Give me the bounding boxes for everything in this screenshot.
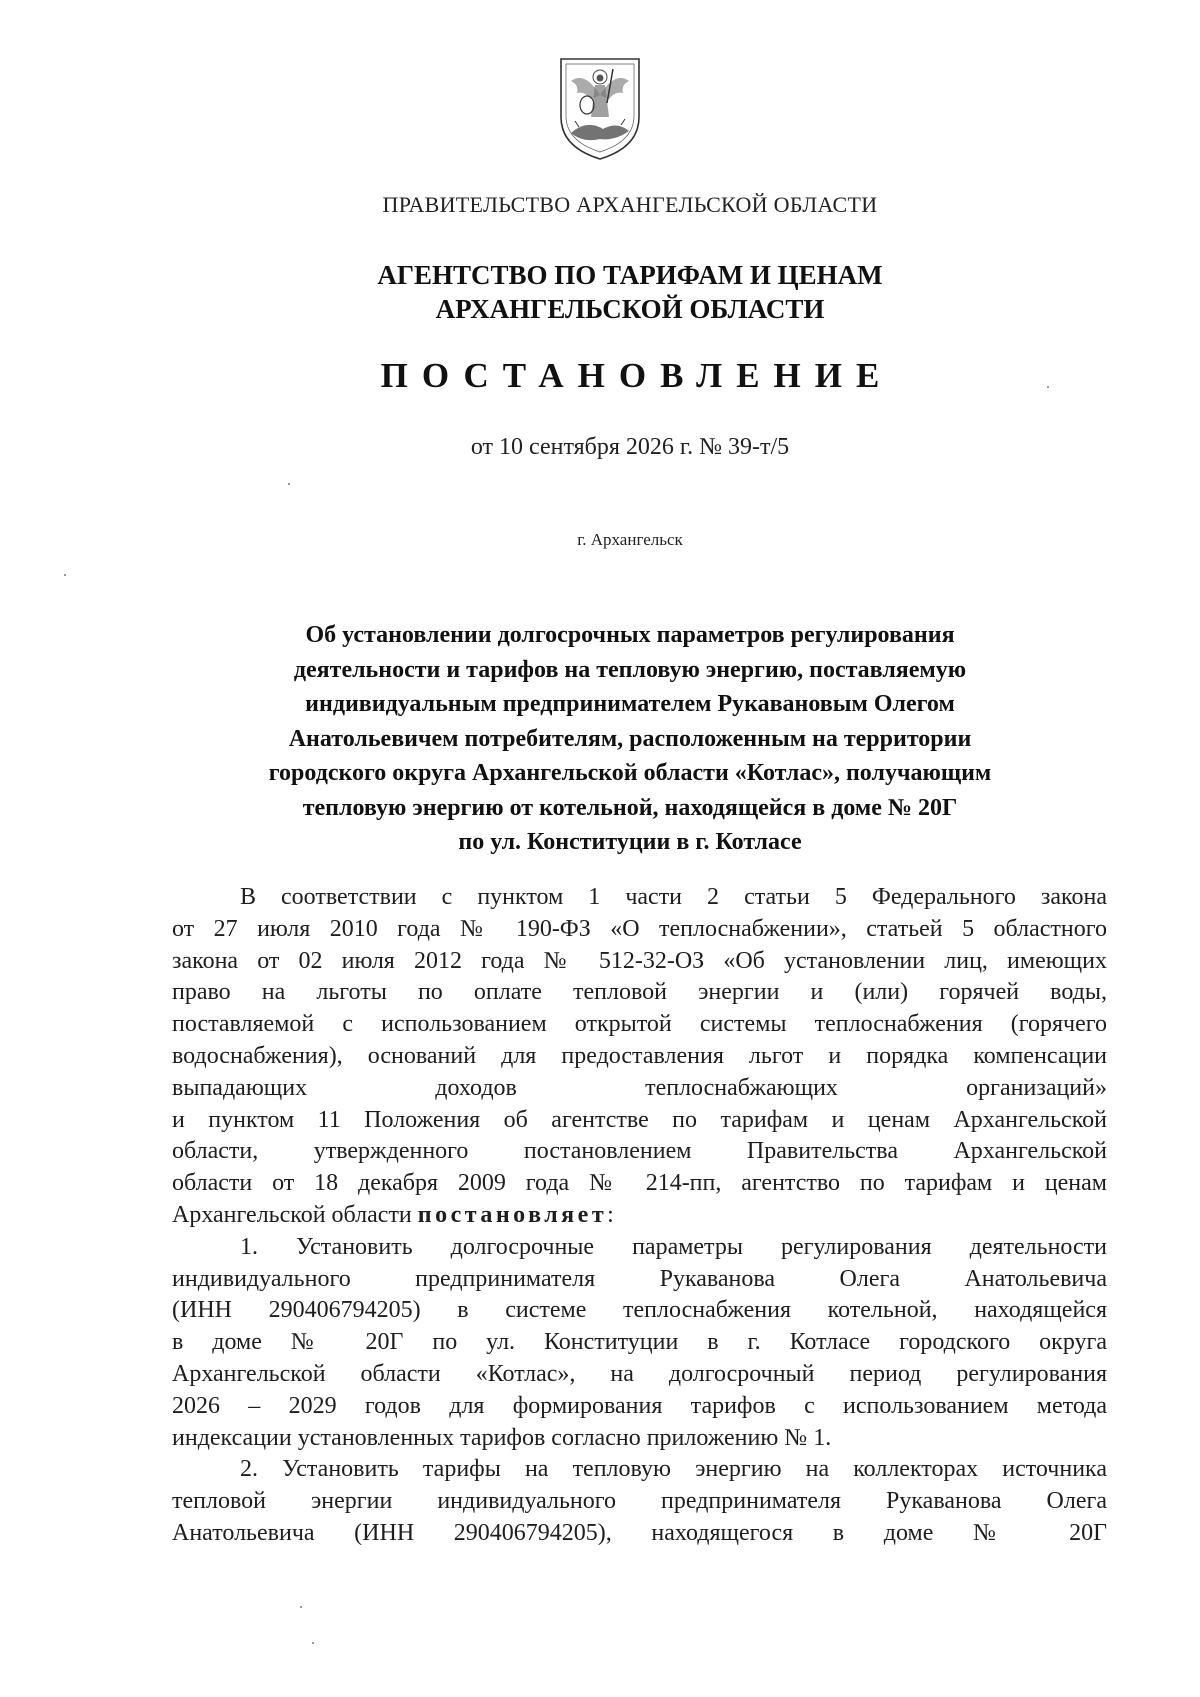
body-line: в доме № 20Г по ул. Конституции в г. Котласе городского округа bbox=[172, 1329, 1107, 1356]
body-line: от 27 июля 2010 года № 190-ФЗ «О теплоснабжении», статьей 5 областного bbox=[172, 915, 1107, 942]
title-line: тепловую энергию от котельной, находящейся в доме № 20Г bbox=[302, 794, 958, 821]
title-line: городского округа Архангельской области «Котлас», получающим bbox=[268, 760, 992, 786]
scan-speck bbox=[312, 1642, 314, 1644]
document-city: г. Архангельск bbox=[577, 530, 683, 549]
document-date-number: от 10 сентября 2026 г. № 39-т/5 bbox=[470, 434, 790, 460]
decree-colon: : bbox=[607, 1201, 614, 1228]
body-line: закона от 02 июля 2012 года № 512-32-ОЗ «Об установлении лиц, имеющих bbox=[172, 947, 1107, 974]
body-line: водоснабжения), оснований для предоставления льгот и порядка компенсации bbox=[172, 1042, 1107, 1069]
body-line: поставляемой с использованием открытой системы теплоснабжения (горячего bbox=[172, 1011, 1107, 1038]
title-line: Об установлении долгосрочных параметров регулирования bbox=[305, 622, 955, 648]
body-line: 1. Установить долгосрочные параметры регулирования деятельности bbox=[240, 1233, 1107, 1260]
agency-name bbox=[168, 258, 1092, 326]
body-line: области, утвержденного постановлением Правительства Архангельской bbox=[172, 1138, 1107, 1165]
title-line: по ул. Конституции в г. Котласе bbox=[458, 829, 802, 855]
body-line: В соответствии с пунктом 1 части 2 статьи 5 Федерального закона bbox=[240, 884, 1107, 910]
body-line: индивидуального предпринимателя Рукаванова Олега Анатольевича bbox=[172, 1265, 1107, 1292]
decree-word: постановляет bbox=[417, 1201, 608, 1228]
document-type: ПОСТАНОВЛЕНИЕ bbox=[380, 356, 894, 395]
coat-of-arms-icon bbox=[557, 55, 643, 163]
body-line: право на льготы по оплате тепловой энергии и (или) горячей воды, bbox=[172, 979, 1107, 1006]
title-line: деятельности и тарифов на тепловую энергию, поставляемую bbox=[293, 656, 967, 683]
agency-name-line: АГЕНТСТВО ПО ТАРИФАМ И ЦЕНАМ bbox=[377, 260, 883, 290]
body-text: Архангельской области bbox=[172, 1201, 412, 1228]
body-line: 2. Установить тарифы на тепловую энергию на коллекторах источника bbox=[240, 1456, 1107, 1483]
body-line: Анатольевича (ИНН 290406794205), находящегося в доме № 20Г bbox=[172, 1519, 1107, 1546]
document-body bbox=[172, 882, 1107, 1550]
body-line: (ИНН 290406794205) в системе теплоснабжения котельной, находящейся bbox=[172, 1297, 1107, 1324]
government-name: ПРАВИТЕЛЬСТВО АРХАНГЕЛЬСКОЙ ОБЛАСТИ bbox=[382, 192, 878, 217]
body-line: Архангельской области «Котлас», на долгосрочный период регулирования bbox=[172, 1360, 1107, 1387]
body-line-decree bbox=[172, 1200, 1107, 1232]
scan-speck bbox=[288, 483, 290, 485]
scan-speck bbox=[64, 574, 66, 576]
body-line: области от 18 декабря 2009 года № 214-пп, агентство по тарифам и ценам bbox=[172, 1170, 1107, 1197]
body-line: выпадающих доходов теплоснабжающих организаций» bbox=[172, 1074, 1107, 1101]
title-line: индивидуальным предпринимателем Рукавановым Олегом bbox=[305, 691, 955, 717]
body-line: тепловой энергии индивидуального предпринимателя Рукаванова Олега bbox=[172, 1488, 1107, 1515]
agency-name-line: АРХАНГЕЛЬСКОЙ ОБЛАСТИ bbox=[435, 294, 825, 324]
title-line: Анатольевичем потребителям, расположенным на территории bbox=[288, 725, 972, 752]
document-title bbox=[168, 618, 1092, 860]
body-line: индексации установленных тарифов согласно приложению № 1. bbox=[172, 1424, 832, 1451]
scan-speck bbox=[1047, 386, 1049, 388]
scan-speck bbox=[300, 1606, 302, 1608]
body-line: и пунктом 11 Положения об агентстве по тарифам и ценам Архангельской bbox=[172, 1106, 1107, 1133]
body-line: 2026 – 2029 годов для формирования тарифов с использованием метода bbox=[172, 1392, 1107, 1419]
